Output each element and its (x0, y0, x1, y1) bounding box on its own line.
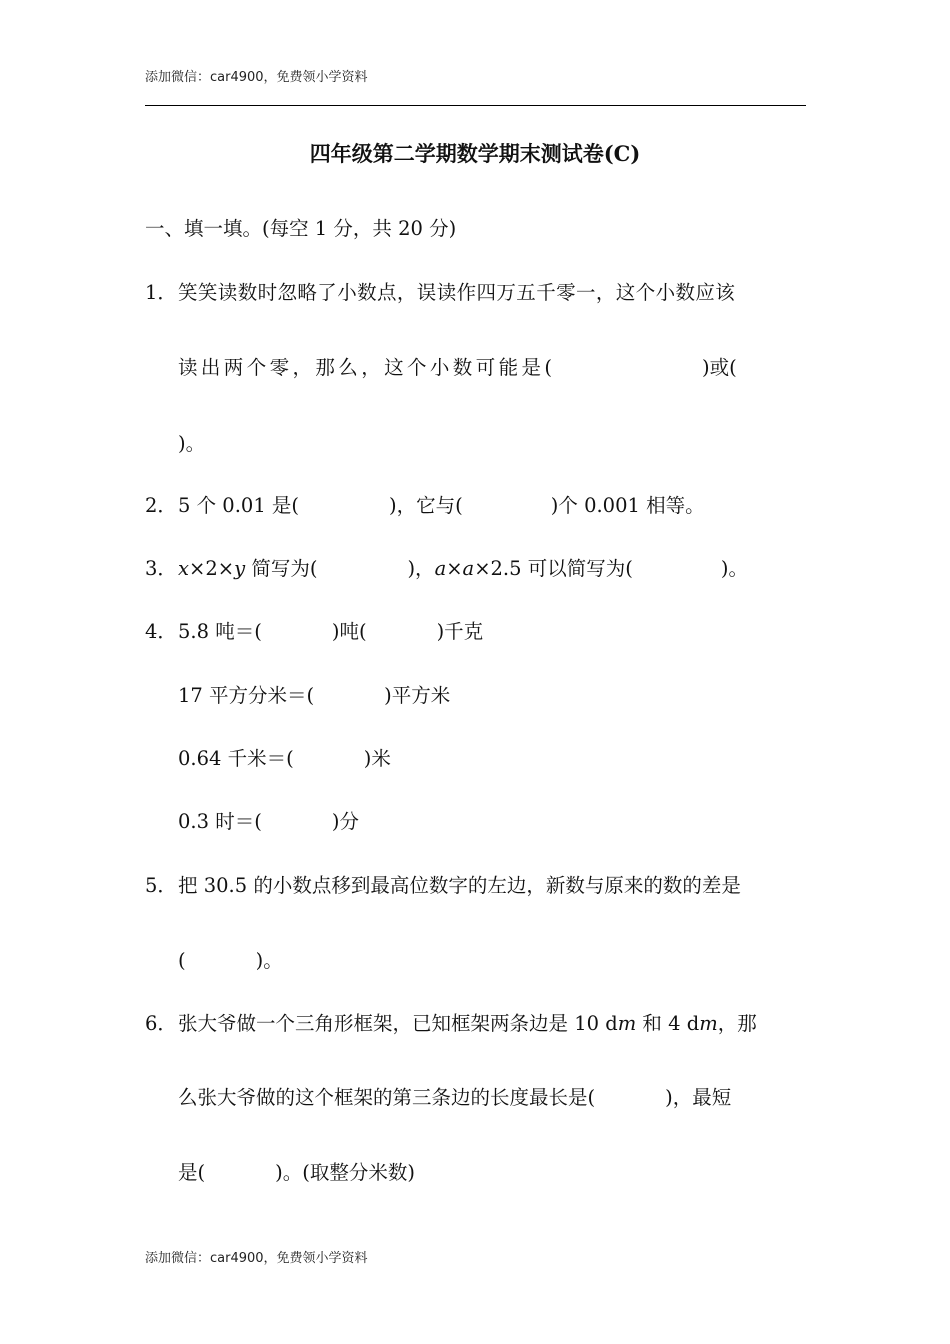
q3-var-x: x (178, 557, 189, 580)
q1-line1: 笑笑读数时忽略了小数点，误读作四万五千零一，这个小数应该 (178, 281, 736, 304)
q1-blank1-close: ) (702, 356, 710, 379)
q4-row4 (178, 806, 359, 834)
q3-end: 。 (728, 557, 748, 580)
q2-blank2-close: ) (550, 494, 559, 517)
q6-blank1-close: ) (665, 1086, 673, 1109)
q4-r2-close: ) (384, 684, 392, 707)
q4-r2-text: 17 平方分米＝ (178, 684, 307, 707)
q3-sep: ， (415, 557, 435, 580)
q6-text-b: 和 4 d (636, 1012, 700, 1035)
q5-end: 。 (263, 949, 283, 972)
q4-r3-open: ( (286, 747, 294, 770)
q4-row2 (178, 680, 450, 708)
q4-r1-text: 5.8 吨＝ (178, 620, 255, 643)
q6-line2 (178, 1082, 731, 1110)
footer-note: 添加微信：car4900，免费领小学资料 (145, 1251, 368, 1266)
q5-line2 (178, 945, 283, 973)
q3-blank1-close: ) (407, 557, 416, 580)
q4-r3-text: 0.64 千米＝ (178, 747, 287, 770)
q4-r4-unit: 分 (339, 810, 359, 833)
q4-r1-unit1: 吨 (339, 620, 359, 643)
q3-blank1-open: ( (309, 557, 318, 580)
q6-text-c: ，那 (717, 1012, 757, 1035)
q4-r4-text: 0.3 时＝ (178, 810, 255, 833)
q3-blank2-open: ( (625, 557, 633, 580)
q4-r1-close2: ) (436, 620, 445, 643)
q5-blank-close: ) (255, 949, 264, 972)
q3-line (178, 553, 748, 581)
q4-r4-open: ( (254, 810, 262, 833)
q1-or: 或 (709, 356, 730, 379)
q5-number: 5． (145, 874, 177, 897)
q2-text-c: 个 0.001 相等。 (558, 494, 705, 517)
q6-blank2-open: ( (197, 1161, 206, 1184)
q2-number: 2． (145, 494, 177, 517)
q3-var-a2: a (462, 557, 475, 580)
q4-r1-open1: ( (254, 620, 262, 643)
q4-r3-close: ) (363, 747, 372, 770)
q6-blank1-open: ( (587, 1086, 596, 1109)
q3-var-y: y (234, 557, 246, 580)
header-note: 添加微信：car4900，免费领小学资料 (145, 70, 368, 85)
q3-var-a1: a (434, 557, 447, 580)
q6-text-a: 张大爷做一个三角形框架，已知框架两条边是 10 d (178, 1012, 618, 1035)
q6-blank2-close: ) (275, 1161, 283, 1184)
q2-line (178, 490, 705, 518)
q2-blank1-open: ( (291, 494, 300, 517)
q2-text-a: 5 个 0.01 是 (178, 494, 292, 517)
q1-blank2-close: ) (178, 432, 186, 455)
q4-number: 4． (145, 620, 177, 643)
q4-r2-open: ( (306, 684, 315, 707)
q3-number: 3． (145, 557, 177, 580)
q6-line1 (178, 1008, 757, 1036)
q4-row3 (178, 743, 391, 771)
q4-r3-unit: 米 (371, 747, 391, 770)
q2-blank1-close: ) (389, 494, 397, 517)
q4-r2-unit: 平方米 (391, 684, 451, 707)
q3-blank2-close: ) (720, 557, 729, 580)
page-title: 四年级第二学期数学期末测试卷(C) (309, 141, 641, 166)
q6-unit-m1: m (617, 1012, 637, 1035)
q4-r4-close: ) (331, 810, 340, 833)
q1-blank1-open: ( (544, 356, 553, 379)
q4-r1-open2: ( (358, 620, 367, 643)
q5-line1: 把 30.5 的小数点移到最高位数字的左边，新数与原来的数的差是 (178, 874, 741, 897)
q3-times: × (446, 557, 463, 580)
q1-number: 1． (145, 281, 177, 304)
q1-line2 (178, 352, 737, 380)
q6-unit-m2: m (699, 1012, 718, 1035)
q2-blank2-open: ( (455, 494, 463, 517)
q3-text-b: ×2.5 可以简写为 (474, 557, 626, 580)
q6-text-g: 。(取整分米数) (282, 1161, 415, 1184)
q2-text-b: ，它与 (396, 494, 456, 517)
q6-text-d: 么张大爷做的这个框架的第三条边的长度最长是 (178, 1086, 588, 1109)
q4-row1 (178, 616, 483, 644)
q6-text-e: ，最短 (672, 1086, 732, 1109)
section-heading: 一、填一填。(每空 1 分，共 20 分) (145, 217, 457, 240)
q6-text-f: 是 (178, 1161, 198, 1184)
q6-line3 (178, 1157, 415, 1185)
q5-blank-open: ( (178, 949, 186, 972)
q4-r1-unit2: 千克 (444, 620, 484, 643)
header-divider (145, 105, 806, 106)
q3-times2: ×2× (189, 557, 235, 580)
q1-line3 (178, 428, 205, 456)
q6-number: 6． (145, 1012, 177, 1035)
q1-blank2-open: ( (729, 356, 737, 379)
q1-line2-text: 读出两个零，那么，这个小数可能是 (178, 356, 545, 379)
q3-text-a: 简写为 (245, 557, 310, 580)
q1-end: 。 (185, 432, 206, 455)
q4-r1-close1: ) (331, 620, 340, 643)
